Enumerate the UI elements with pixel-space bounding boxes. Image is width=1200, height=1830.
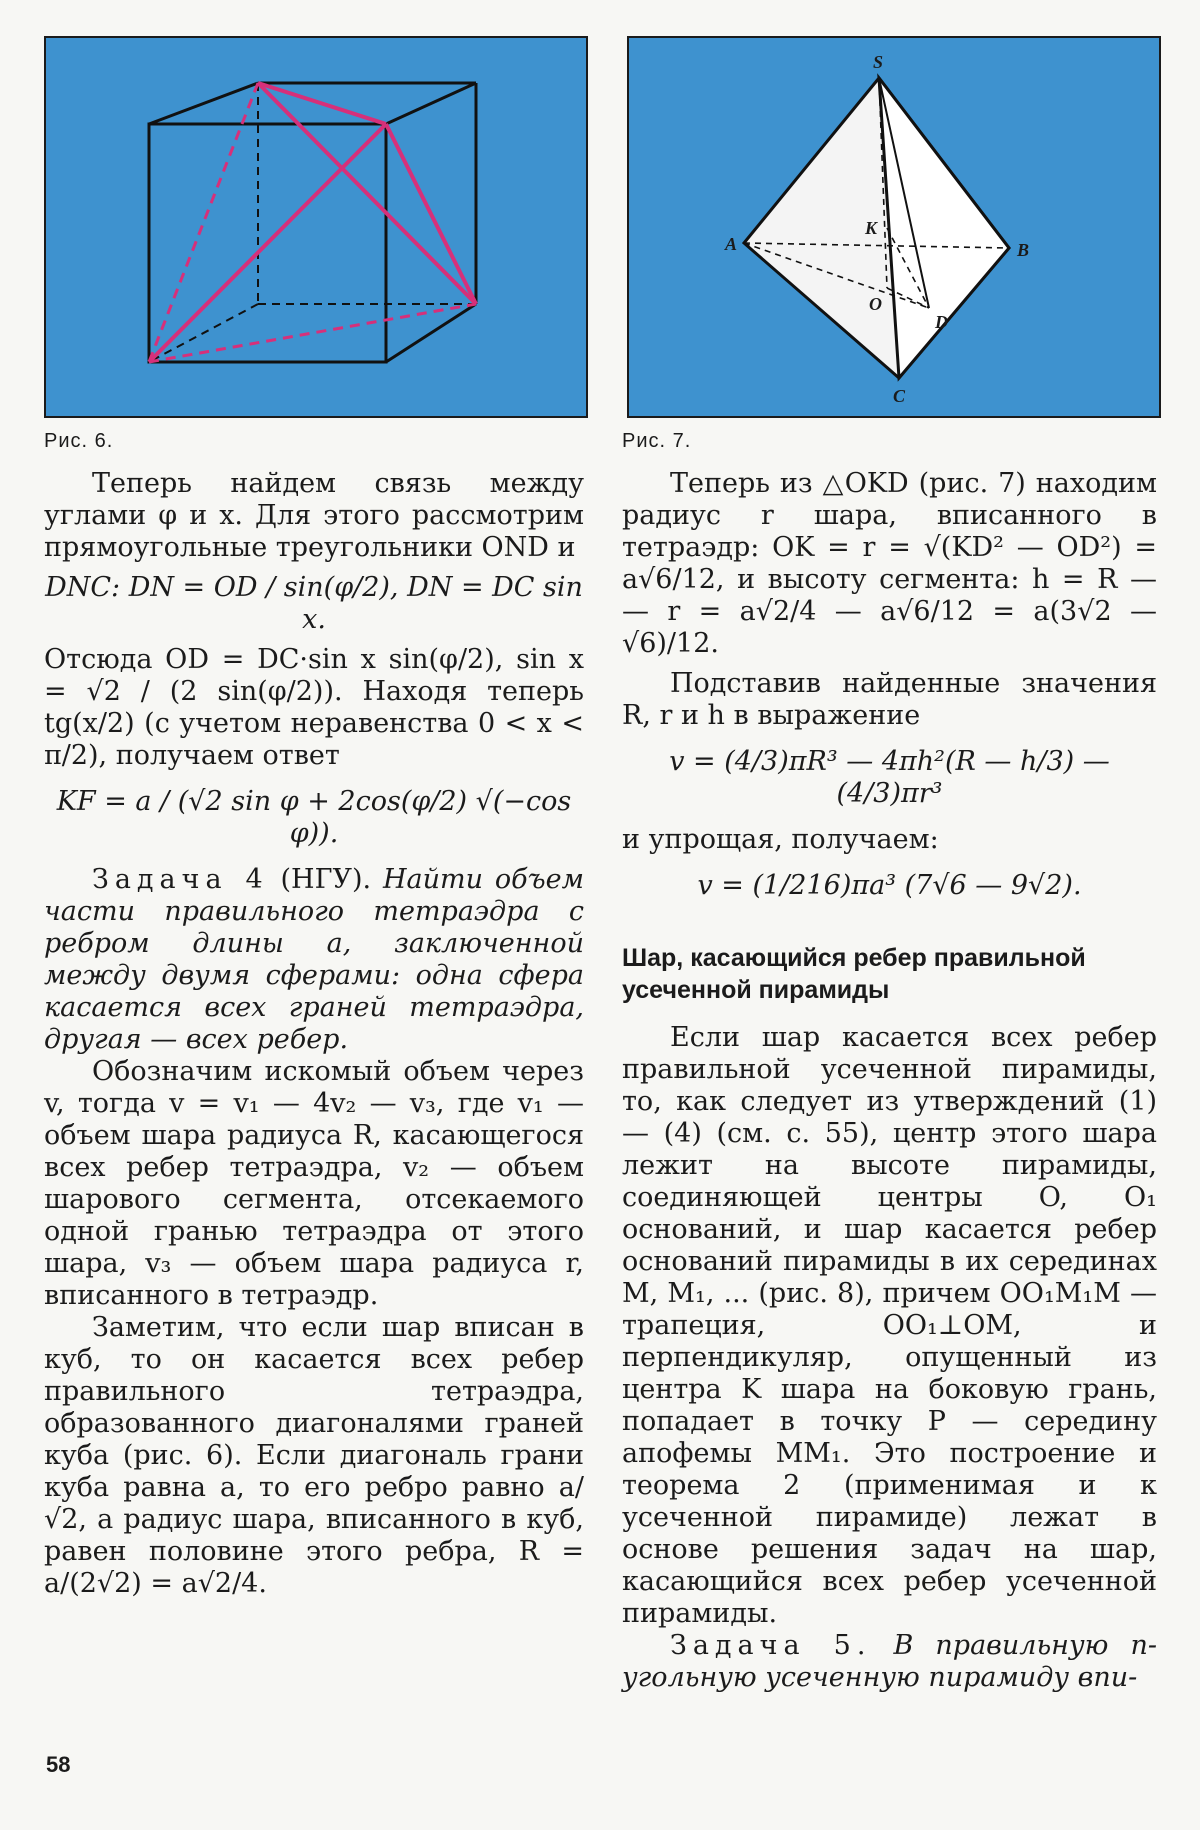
cube-edge [149,83,258,124]
left-formula-2: KF = a / (√2 sin φ + 2cos(φ/2) √(−cos φ)). [56,786,572,849]
right-paragraph-3: и упрощая, получаем: [622,824,939,855]
left-paragraph-4: Заметим, что если шар вписан в куб, то он касается всех ребер правильного тетраэдра, образованного диагоналями граней куба (рис. 6). Если диагональ грани куба равна a, то его ребро равно a/√2, а радиус шара, вписанного в куб, равен половине этого ребра, R = a/(2√2) = a√2/4. [44,1312,584,1599]
right-paragraph-4: Если шар касается всех ребер правильной усеченной пирамиды, то, как следует из утверждений (1) — (4) (см. с. 55), центр этого шара лежит на высоте пирамиды, соединяющей центры O, O₁ оснований, и шар касается ребер оснований пирамиды в их серединах M, M₁, ... (рис. 8), причем OO₁M₁M — трапеция, OO₁⊥OM, и перпендикуляр, опущенный из центра K шара на боковую грань, попадает в точку P — середину апофемы MM₁. Это построение и теорема 2 (применимая и к усеченной пирамиде) лежат в основе решения задач на шар, касающийся всех ребер усеченной пирамиды. [622,1022,1157,1629]
left-formula-1: DNC: DN = OD / sin(φ/2), DN = DC sin x. [45,572,583,635]
figure-6 [44,36,588,418]
page-number: 58 [46,1752,71,1777]
label-d: D [935,312,948,332]
left-paragraph-3: Обозначим искомый объем через v, тогда v = v₁ — 4v₂ — v₃, где v₁ — объем шара радиуса R, касающегося всех ребер тетраэдра, v₂ — объем шарового сегмента, отсекаемого одной гранью тетраэдра от этого шара, v₃ — объем шара радиуса r, вписанного в тетраэдр. [44,1056,584,1311]
label-s: S [873,52,884,72]
label-o: O [869,294,882,314]
right-formula-1: v = (4/3)πR³ — 4πh²(R — h/3) — (4/3)πr³ [669,746,1110,809]
cube-edge [386,83,476,124]
task-5-label: Задача 5. [670,1630,872,1661]
label-a: A [725,234,738,254]
figure-6-caption: Рис. 6. [44,430,114,452]
label-b: B [1017,240,1030,260]
right-paragraph-1: Теперь из △OKD (рис. 7) находим радиус r шара, вписанного в тетраэдр: OK = r = √(KD² — OD²) = a√6/12, и высоту сегмента: h = R — — r = a√2/4 — a√6/12 = a(3√2 — √6)/12. [622,468,1157,659]
right-formula-2: v = (1/216)πa³ (7√6 — 9√2). [697,870,1082,901]
right-column [622,468,1157,1694]
task-4-label: Задача 4 [92,864,269,895]
section-heading: Шар, касающийся ребер правильной усеченной пирамиды [622,944,1086,1004]
tetrahedron-edge [386,124,476,304]
figure-7-caption: Рис. 7. [622,430,692,452]
task-5-text: В правильную n-угольную усеченную пирамиду впи- [622,1630,1157,1693]
tetrahedron-face [879,78,1009,378]
task-4-source: (НГУ). [280,864,372,895]
left-paragraph-1: Теперь найдем связь между углами φ и x. Для этого рассмотрим прямоугольные треугольники OND и [44,468,584,563]
left-column [44,468,584,1600]
tetrahedron-diagram [629,38,1159,416]
label-k: K [865,218,878,238]
cube-diagram [46,38,586,416]
task-5 [622,1630,1157,1694]
right-paragraph-2: Подставив найденные значения R, r и h в выражение [622,668,1157,731]
label-c: C [893,386,906,406]
left-paragraph-2: Отсюда OD = DC·sin x sin(φ/2), sin x = √2 / (2 sin(φ/2)). Находя теперь tg(x/2) (с учетом неравенства 0 < x < π/2), получаем ответ [44,644,584,771]
task-4-text: Найти объем части правильного тетраэдра с ребром длины a, заключенной между двумя сферами: одна сфера касается всех граней тетраэдра, другая — всех ребер. [44,864,584,1055]
task-4 [44,864,584,1056]
figure-7 [627,36,1161,418]
cube-edge [386,304,476,362]
